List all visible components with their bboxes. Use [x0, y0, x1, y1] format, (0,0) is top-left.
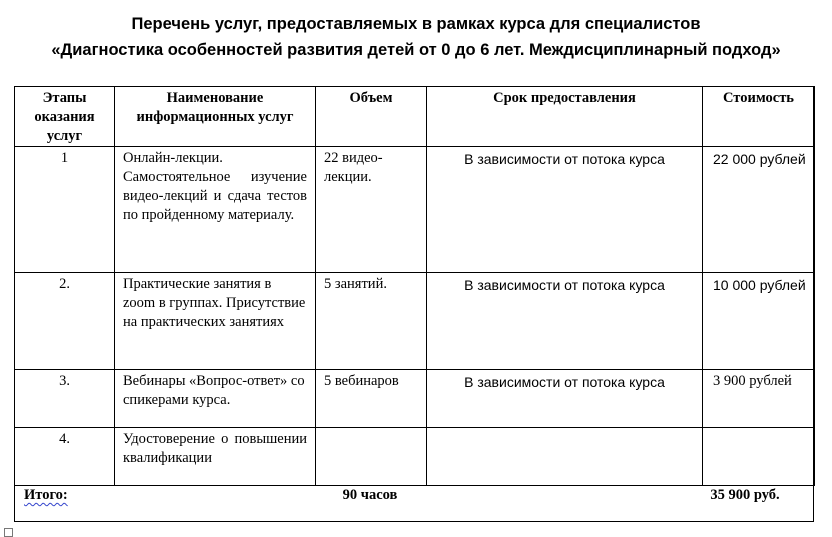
course-title: «Диагностика особенностей развития детей от 0 до 6 лет. Междисциплинарный подход» — [51, 41, 781, 59]
header-term: Срок предоставления — [427, 87, 703, 147]
table-row — [15, 428, 815, 486]
header-cost: Стоимость — [703, 87, 815, 147]
service-volume: 5 занятий. — [316, 273, 427, 370]
service-term: В зависимости от потока курса — [427, 147, 703, 273]
services-table — [14, 86, 815, 486]
service-cost: 22 000 рублей — [703, 147, 815, 273]
total-cost: 35 900 руб. — [710, 487, 780, 503]
service-cost: 3 900 рублей — [703, 370, 815, 428]
table-row — [15, 147, 815, 273]
service-name: Практические занятия в zoom в группах. Присутствие на практических занятиях — [115, 273, 316, 370]
row-number: 1 — [15, 147, 115, 273]
service-term — [427, 428, 703, 486]
table-row — [15, 273, 815, 370]
row-number: 4. — [15, 428, 115, 486]
service-name: Вебинары «Вопрос-ответ» со спикерами курса. — [115, 370, 316, 428]
service-name: Онлайн-лекции. Самостоятельное изучение видео-лекций и сдача тестов по пройденному материалу. — [115, 147, 316, 273]
service-cost: 10 000 рублей — [703, 273, 815, 370]
service-term: В зависимости от потока курса — [427, 273, 703, 370]
service-volume: 22 видео-лекции. — [316, 147, 427, 273]
service-term: В зависимости от потока курса — [427, 370, 703, 428]
service-volume: 5 вебинаров — [316, 370, 427, 428]
service-name: Удостоверение о повышении квалификации — [115, 428, 316, 486]
header-name: Наименование информационных услуг — [115, 87, 316, 147]
row-number: 3. — [15, 370, 115, 428]
service-volume — [316, 428, 427, 486]
table-row — [15, 370, 815, 428]
service-cost — [703, 428, 815, 486]
header-volume: Объем — [316, 87, 427, 147]
row-number: 2. — [15, 273, 115, 370]
document-title: Перечень услуг, предоставляемых в рамках курса для специалистов — [131, 15, 701, 33]
total-hours: 90 часов — [342, 487, 398, 503]
header-row — [15, 87, 815, 147]
total-label: Итого: — [24, 487, 68, 503]
header-stage: Этапы оказания услуг — [15, 87, 115, 147]
